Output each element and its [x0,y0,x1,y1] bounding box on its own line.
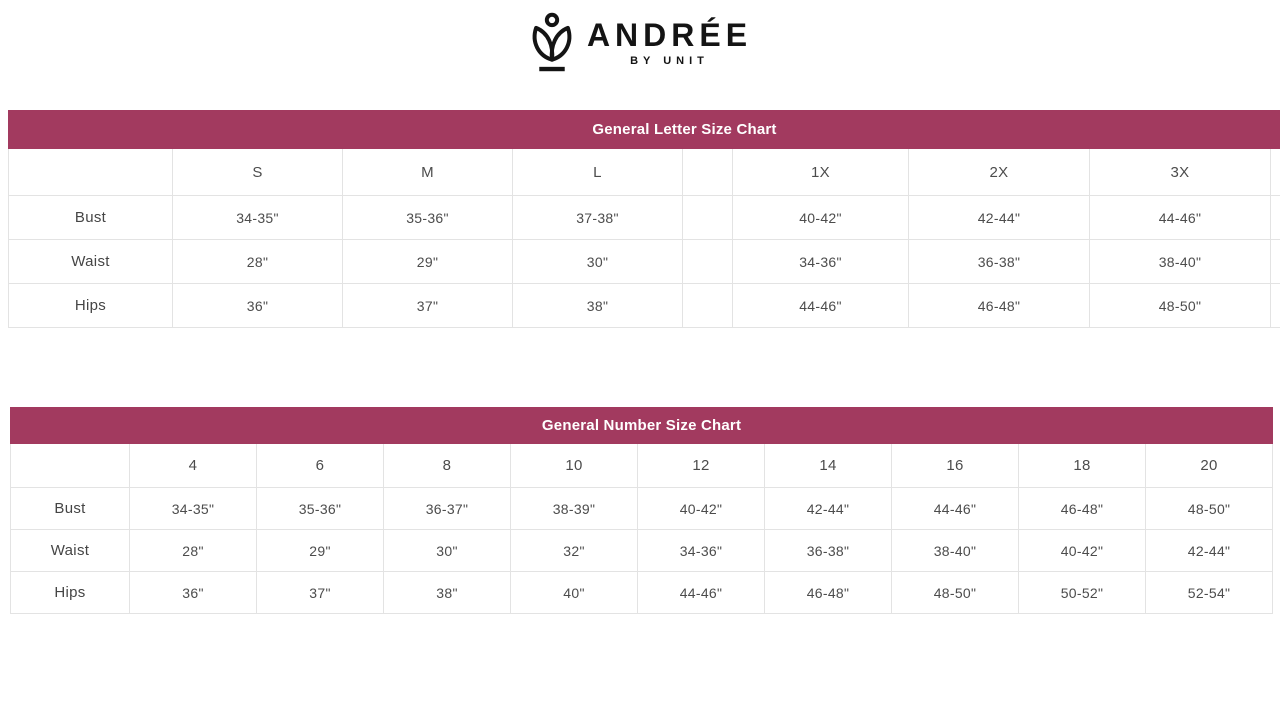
size-column-header: M [343,149,513,196]
measurement-row [11,572,1273,614]
size-column-header: 16 [892,444,1019,488]
measurement-row-label: Waist [11,530,130,572]
measurement-value-cell: 40-42" [1019,530,1146,572]
brand-subtitle: BY UNIT [630,55,709,68]
measurement-row [9,284,1280,328]
measurement-value-cell: 44-46" [1090,196,1271,240]
measurement-value-cell: 29" [257,530,384,572]
measurement-value-cell: 44-46" [892,488,1019,530]
size-column-header [9,149,173,196]
measurement-value-cell: 46-48" [1019,488,1146,530]
measurement-value-cell: 32" [511,530,638,572]
brand-name: ANDRÉE [586,16,753,53]
measurement-value-cell: 28" [173,240,343,284]
size-column-header: 10 [511,444,638,488]
brand-logo-link[interactable] [528,12,752,74]
size-column-header: L [513,149,683,196]
size-column-header: 1X [733,149,909,196]
measurement-value-cell: 38-40" [892,530,1019,572]
measurement-value-cell: 35-36" [343,196,513,240]
measurement-value-cell: 34-35" [173,196,343,240]
measurement-value-cell: 34-36" [733,240,909,284]
measurement-value-cell: 44-46" [733,284,909,328]
measurement-row-label: Hips [9,284,173,328]
measurement-value-cell: 36-38" [909,240,1090,284]
size-column-header [683,149,733,196]
measurement-value-cell: 40-42" [733,196,909,240]
measurement-value-cell [1271,284,1280,328]
measurement-value-cell: 52-54" [1146,572,1273,614]
measurement-row-label: Hips [11,572,130,614]
measurement-value-cell: 30" [384,530,511,572]
measurement-value-cell: 36" [173,284,343,328]
measurement-value-cell: 42-44" [1146,530,1273,572]
measurement-row-label: Waist [9,240,173,284]
measurement-value-cell: 40-42" [638,488,765,530]
size-column-header: S [173,149,343,196]
measurement-value-cell [683,240,733,284]
measurement-row [11,488,1273,530]
measurement-row-label: Bust [9,196,173,240]
number-size-chart-section [10,407,1272,614]
measurement-value-cell [1271,196,1280,240]
measurement-row [9,196,1280,240]
measurement-value-cell: 37-38" [513,196,683,240]
size-column-header [1271,149,1280,196]
measurement-value-cell [683,196,733,240]
number-chart-title: General Number Size Chart [11,408,1273,444]
measurement-value-cell: 46-48" [765,572,892,614]
measurement-value-cell: 38-39" [511,488,638,530]
measurement-value-cell: 38" [513,284,683,328]
measurement-value-cell: 50-52" [1019,572,1146,614]
measurement-value-cell: 30" [513,240,683,284]
measurement-value-cell: 48-50" [1090,284,1271,328]
site-header [0,12,1280,74]
measurement-value-cell: 36" [130,572,257,614]
measurement-value-cell: 37" [257,572,384,614]
size-column-header: 20 [1146,444,1273,488]
measurement-value-cell [1271,240,1280,284]
measurement-value-cell: 29" [343,240,513,284]
measurement-value-cell: 38-40" [1090,240,1271,284]
measurement-value-cell: 48-50" [1146,488,1273,530]
size-column-header: 2X [909,149,1090,196]
number-chart-header-row [11,444,1273,488]
brand-logo-text [586,16,753,68]
number-chart-body [11,488,1273,614]
size-column-header: 18 [1019,444,1146,488]
measurement-value-cell: 34-35" [130,488,257,530]
measurement-value-cell [683,284,733,328]
size-column-header: 14 [765,444,892,488]
letter-chart-title: General Letter Size Chart [9,111,1280,149]
number-size-chart-table [10,407,1273,614]
size-column-header: 8 [384,444,511,488]
letter-chart-body [9,196,1280,328]
measurement-value-cell: 46-48" [909,284,1090,328]
size-column-header: 12 [638,444,765,488]
measurement-value-cell: 42-44" [765,488,892,530]
letter-chart-header-row [9,149,1280,196]
size-column-header [11,444,130,488]
size-column-header: 6 [257,444,384,488]
measurement-value-cell: 36-38" [765,530,892,572]
measurement-value-cell: 48-50" [892,572,1019,614]
measurement-row-label: Bust [11,488,130,530]
measurement-row [9,240,1280,284]
measurement-value-cell: 37" [343,284,513,328]
measurement-value-cell: 36-37" [384,488,511,530]
measurement-value-cell: 35-36" [257,488,384,530]
size-column-header: 4 [130,444,257,488]
measurement-value-cell: 40" [511,572,638,614]
measurement-row [11,530,1273,572]
letter-size-chart-table [8,110,1280,328]
measurement-value-cell: 34-36" [638,530,765,572]
measurement-value-cell: 44-46" [638,572,765,614]
letter-size-chart-section [8,110,1280,328]
letter-chart-title-row [9,111,1280,149]
measurement-value-cell: 28" [130,530,257,572]
measurement-value-cell: 38" [384,572,511,614]
tulip-flower-icon [528,12,576,74]
size-column-header: 3X [1090,149,1271,196]
number-chart-title-row [11,408,1273,444]
measurement-value-cell: 42-44" [909,196,1090,240]
